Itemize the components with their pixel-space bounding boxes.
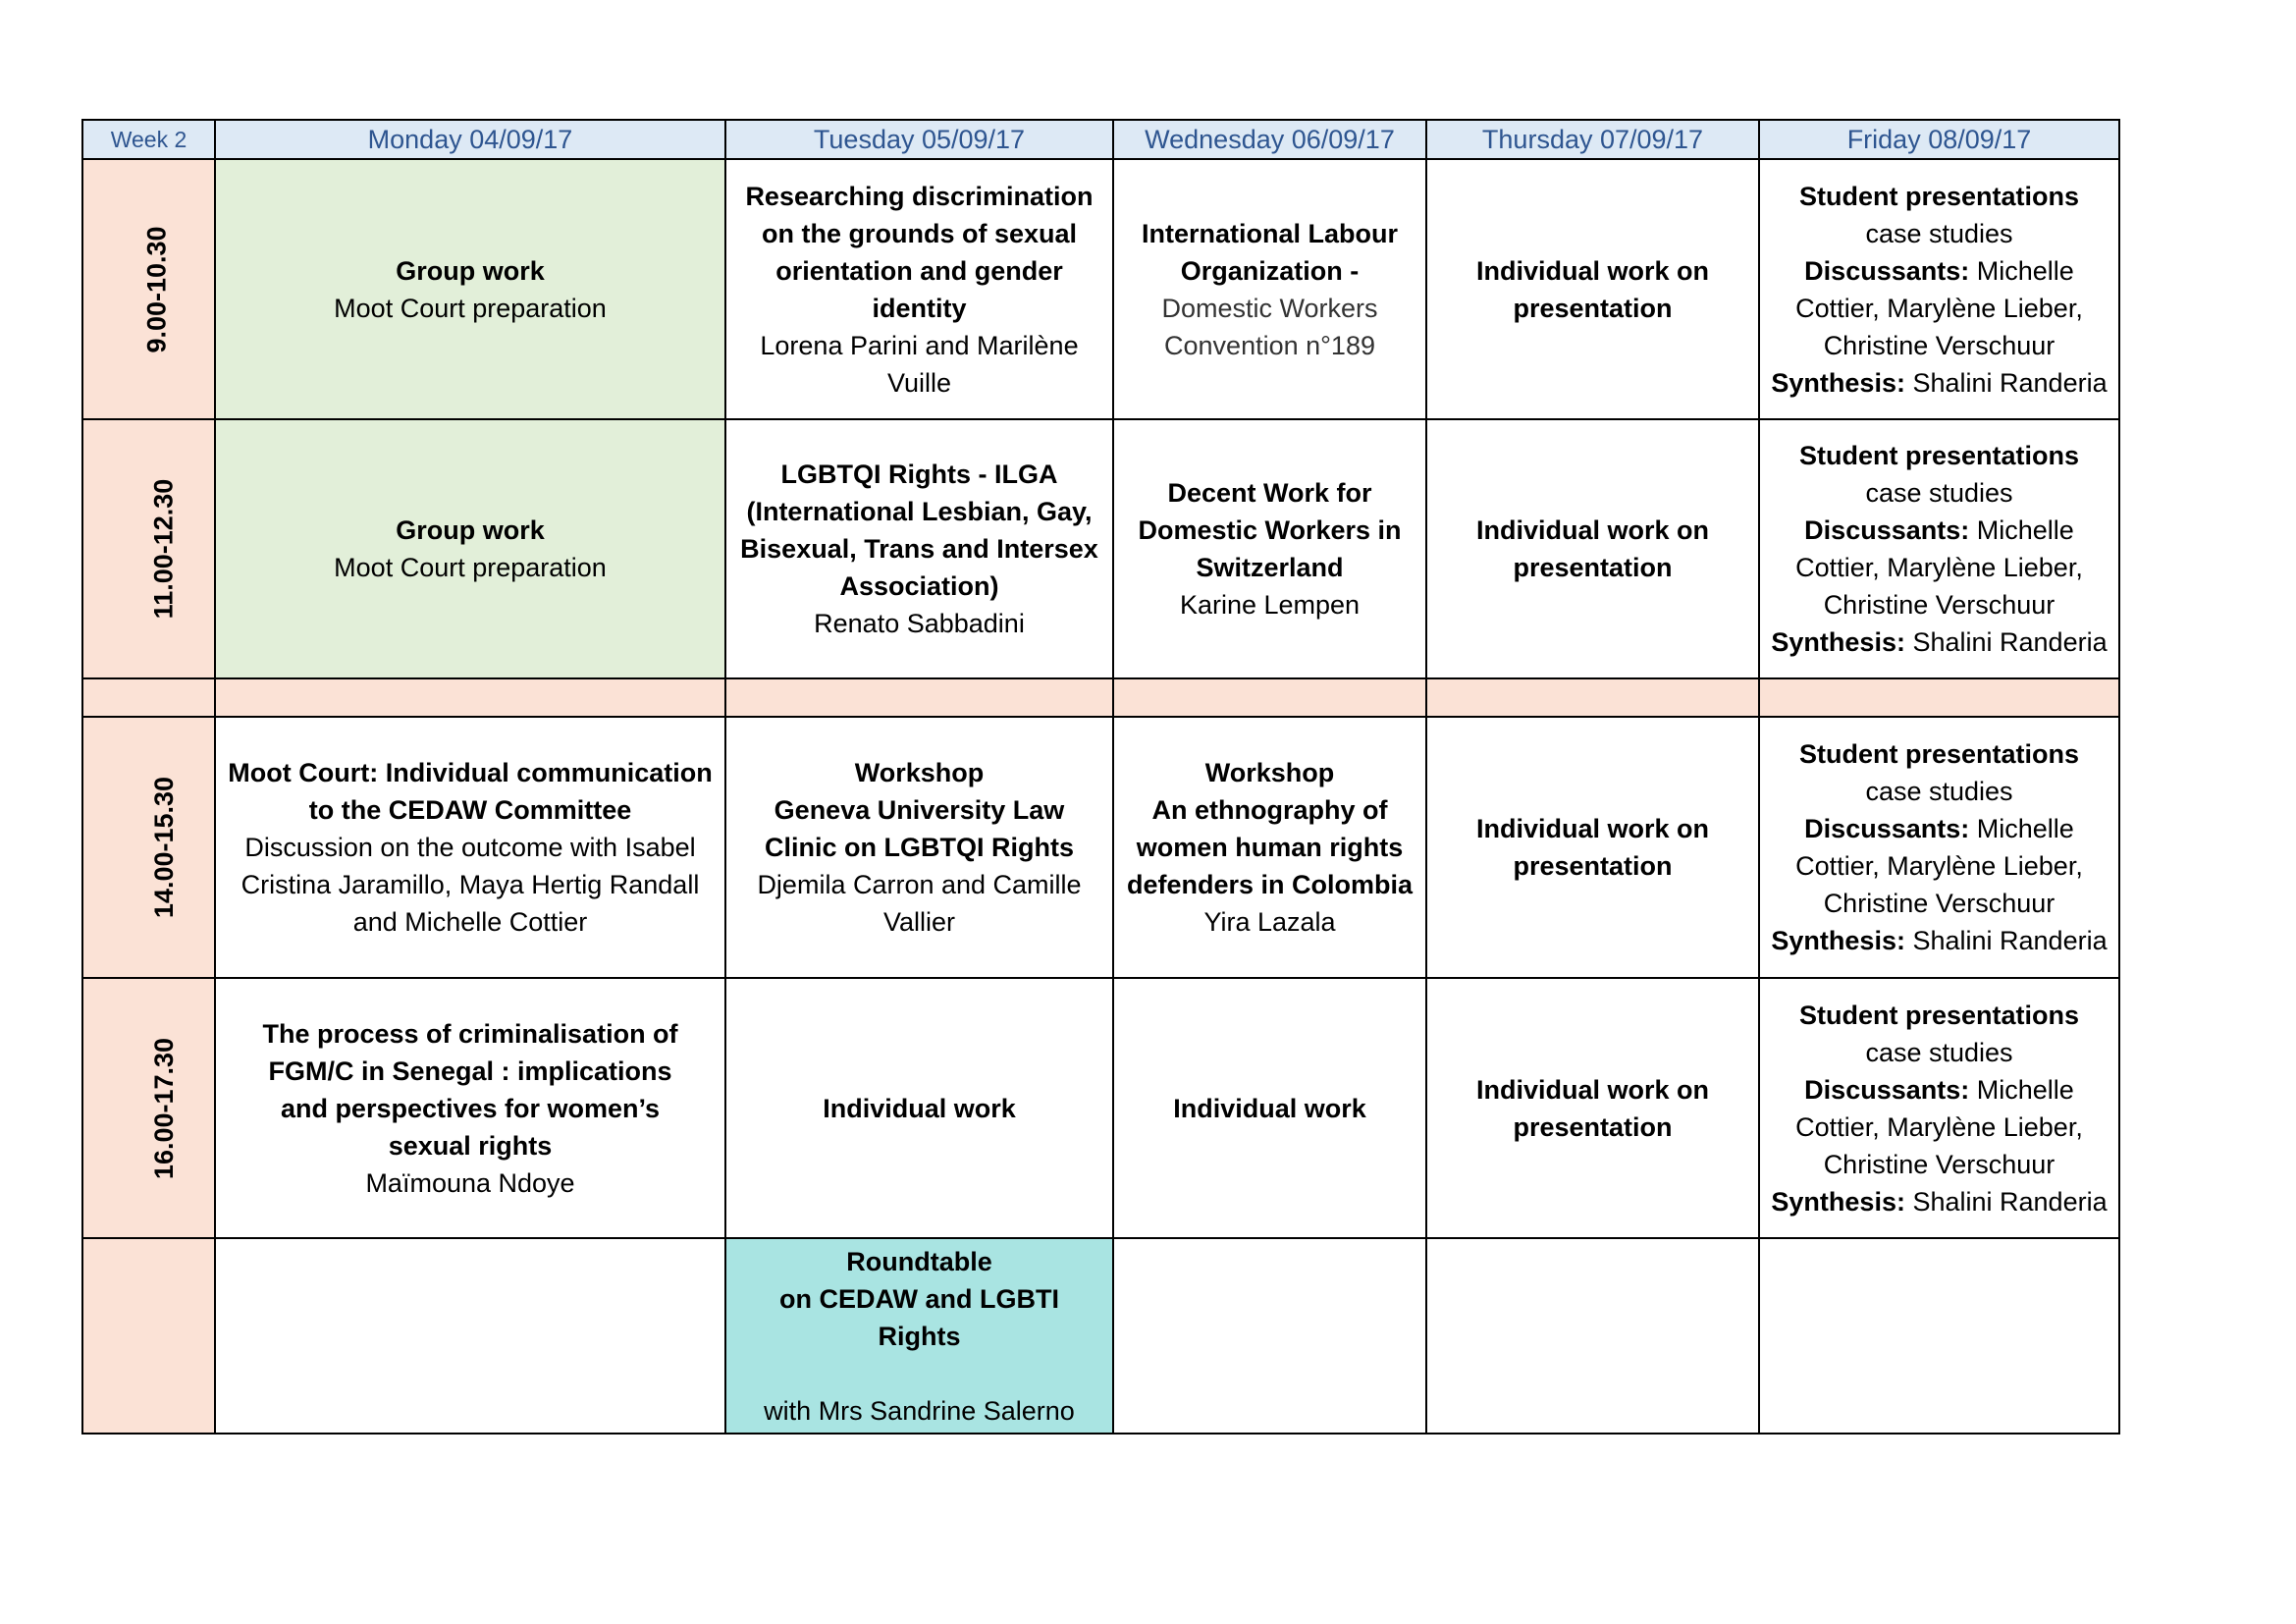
timeslot-row bbox=[82, 717, 2119, 978]
discussants-block bbox=[1795, 515, 2083, 620]
synthesis-block bbox=[1770, 623, 2109, 661]
session-title: on CEDAW and LGBTI Rights bbox=[779, 1283, 1059, 1351]
day-header-tuesday: Tuesday 05/09/17 bbox=[725, 120, 1113, 159]
session-detail: Moot Court preparation bbox=[334, 553, 607, 582]
session-cell bbox=[1113, 978, 1426, 1238]
empty-cell bbox=[215, 1238, 725, 1434]
discussants-block bbox=[1795, 1075, 2083, 1179]
time-cell bbox=[82, 159, 215, 419]
time-cell bbox=[82, 978, 215, 1238]
session-title: Individual work bbox=[823, 1093, 1016, 1123]
session-speakers: Yira Lazala bbox=[1203, 907, 1336, 937]
synthesis-label: Synthesis: bbox=[1771, 627, 1905, 657]
session-cell bbox=[725, 717, 1113, 978]
week-label: Week 2 bbox=[82, 120, 215, 159]
break-cell bbox=[1113, 678, 1426, 717]
session-type: Roundtable bbox=[846, 1246, 992, 1276]
student-presentations-cell bbox=[1759, 978, 2119, 1238]
session-title: Student presentations bbox=[1798, 181, 2080, 211]
session-title: The process of criminalisation of FGM/C in Senegal : implications and perspectives for women’s sexual rights bbox=[262, 1018, 678, 1161]
break-cell bbox=[1426, 678, 1759, 717]
empty-cell bbox=[1759, 1238, 2119, 1434]
session-cell bbox=[1113, 419, 1426, 678]
session-title: Moot Court: Individual communication to the CEDAW Committee bbox=[228, 758, 713, 825]
time-label: 9.00-10.30 bbox=[141, 225, 172, 353]
session-title: Individual work bbox=[1173, 1093, 1366, 1123]
discussants-label: Discussants: bbox=[1804, 814, 1970, 843]
session-cell bbox=[1113, 159, 1426, 419]
session-title: An ethnography of women human rights defenders in Colombia bbox=[1126, 795, 1414, 899]
discussants-block bbox=[1795, 256, 2083, 360]
schedule-table bbox=[81, 119, 2120, 1435]
synthesis-name: Shalini Randeria bbox=[1912, 926, 2108, 955]
session-cell bbox=[1426, 419, 1759, 678]
session-speakers: Maïmouna Ndoye bbox=[365, 1167, 575, 1198]
discussants-label: Discussants: bbox=[1804, 255, 1970, 286]
synthesis-block bbox=[1770, 364, 2109, 402]
student-presentations-cell bbox=[1759, 159, 2119, 419]
session-cell bbox=[725, 159, 1113, 419]
timeslot-row bbox=[82, 159, 2119, 419]
synthesis-block bbox=[1770, 922, 2109, 959]
break-cell bbox=[1759, 678, 2119, 717]
session-title: Individual work on presentation bbox=[1475, 515, 1709, 582]
session-title: International Labour Organization - bbox=[1141, 218, 1398, 286]
session-title: Individual work on presentation bbox=[1475, 255, 1709, 323]
discussants-block bbox=[1795, 814, 2083, 918]
empty-cell bbox=[1426, 1238, 1759, 1434]
break-cell bbox=[725, 678, 1113, 717]
session-title: Researching discrimination on the grounds of sexual orientation and gender identity bbox=[745, 181, 1094, 323]
day-header-wednesday: Wednesday 06/09/17 bbox=[1113, 120, 1426, 159]
empty-cell bbox=[1113, 1238, 1426, 1434]
session-subtitle: case studies bbox=[1865, 777, 2013, 806]
session-cell bbox=[1426, 717, 1759, 978]
time-label: 16.00-17.30 bbox=[149, 1037, 180, 1179]
session-cell bbox=[215, 419, 725, 678]
session-cell bbox=[215, 159, 725, 419]
synthesis-name: Shalini Randeria bbox=[1912, 1186, 2108, 1217]
synthesis-label: Synthesis: bbox=[1771, 1186, 1905, 1217]
session-cell bbox=[1426, 978, 1759, 1238]
session-detail: Moot Court preparation bbox=[334, 293, 607, 323]
session-subtitle: case studies bbox=[1865, 478, 2013, 508]
session-cell bbox=[215, 717, 725, 978]
discussants-names: Michelle Cottier, Marylène Lieber, Christine Verschuur bbox=[1795, 515, 2083, 620]
evening-row bbox=[82, 1238, 2119, 1434]
session-title: Student presentations bbox=[1798, 1000, 2080, 1030]
discussants-label: Discussants: bbox=[1804, 1074, 1970, 1105]
student-presentations-cell bbox=[1759, 419, 2119, 678]
session-cell bbox=[725, 978, 1113, 1238]
session-subtitle: case studies bbox=[1865, 1037, 2013, 1067]
session-cell bbox=[1426, 159, 1759, 419]
session-detail: Domestic Workers Convention n°189 bbox=[1161, 293, 1378, 360]
synthesis-name: Shalini Randeria bbox=[1912, 367, 2108, 398]
session-title: Student presentations bbox=[1798, 739, 2080, 769]
session-cell bbox=[1113, 717, 1426, 978]
session-title: Group work bbox=[396, 515, 545, 545]
session-subtitle: case studies bbox=[1865, 218, 2013, 248]
break-cell bbox=[82, 678, 215, 717]
session-speakers: Renato Sabbadini bbox=[814, 609, 1025, 638]
time-cell bbox=[82, 419, 215, 678]
day-header-thursday: Thursday 07/09/17 bbox=[1426, 120, 1759, 159]
synthesis-label: Synthesis: bbox=[1771, 926, 1905, 955]
session-title: Geneva University Law Clinic on LGBTQI Rights bbox=[765, 795, 1074, 862]
discussants-names: Michelle Cottier, Marylène Lieber, Christine Verschuur bbox=[1795, 255, 2083, 360]
spacer bbox=[736, 1355, 1102, 1392]
session-title: Individual work on presentation bbox=[1475, 1074, 1709, 1142]
session-speakers: Lorena Parini and Marilène Vuille bbox=[760, 330, 1079, 398]
day-header-monday: Monday 04/09/17 bbox=[215, 120, 725, 159]
session-cell bbox=[725, 419, 1113, 678]
roundtable-cell bbox=[725, 1238, 1113, 1434]
day-header-friday: Friday 08/09/17 bbox=[1759, 120, 2119, 159]
time-cell bbox=[82, 717, 215, 978]
synthesis-block bbox=[1770, 1183, 2109, 1220]
time-cell bbox=[82, 1238, 215, 1434]
session-speakers: with Mrs Sandrine Salerno bbox=[764, 1395, 1075, 1426]
session-title: Decent Work for Domestic Workers in Switzerland bbox=[1138, 478, 1402, 582]
break-cell bbox=[215, 678, 725, 717]
timeslot-row bbox=[82, 419, 2119, 678]
synthesis-name: Shalini Randeria bbox=[1912, 627, 2108, 657]
session-type: Workshop bbox=[854, 758, 985, 787]
session-title: Student presentations bbox=[1798, 441, 2080, 470]
session-title: Group work bbox=[396, 255, 545, 286]
discussants-label: Discussants: bbox=[1804, 515, 1970, 545]
session-title: Individual work on presentation bbox=[1475, 814, 1709, 881]
discussants-names: Michelle Cottier, Marylène Lieber, Christine Verschuur bbox=[1795, 814, 2083, 918]
session-speakers: Djemila Carron and Camille Vallier bbox=[757, 870, 1082, 937]
synthesis-label: Synthesis: bbox=[1771, 367, 1905, 398]
session-cell bbox=[215, 978, 725, 1238]
session-detail: Discussion on the outcome with Isabel Cristina Jaramillo, Maya Hertig Randall and Michelle Cottier bbox=[240, 833, 700, 937]
timeslot-row bbox=[82, 978, 2119, 1238]
session-title: LGBTQI Rights - ILGA (International Lesbian, Gay, Bisexual, Trans and Intersex Association) bbox=[740, 460, 1098, 601]
session-type: Workshop bbox=[1204, 758, 1335, 787]
time-label: 14.00-15.30 bbox=[149, 776, 180, 919]
break-row bbox=[82, 678, 2119, 717]
time-label: 11.00-12.30 bbox=[148, 478, 179, 620]
session-speakers: Karine Lempen bbox=[1179, 590, 1361, 620]
header-row bbox=[82, 120, 2119, 159]
student-presentations-cell bbox=[1759, 717, 2119, 978]
discussants-names: Michelle Cottier, Marylène Lieber, Christine Verschuur bbox=[1795, 1074, 2083, 1179]
